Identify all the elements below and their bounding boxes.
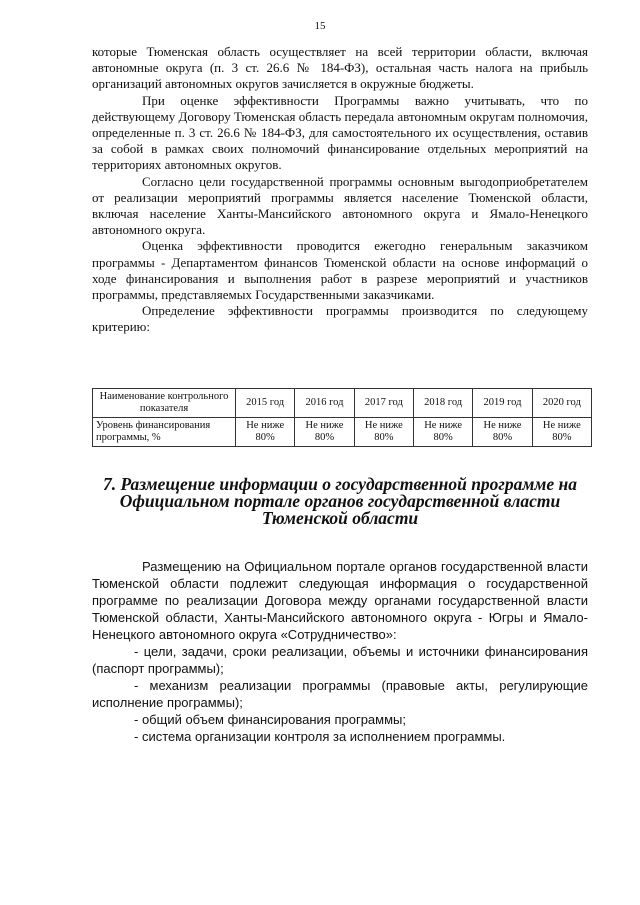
table-cell: Не ниже 80% — [473, 418, 532, 447]
section-heading: 7. Размещение информации о государственной программе на Официальном портале органов государственной власти Тюменской области — [103, 474, 577, 528]
bullet-item: - система организации контроля за исполнением программы. — [134, 729, 506, 744]
table-header-row — [93, 389, 592, 418]
body-text — [92, 44, 588, 336]
table-cell: Не ниже 80% — [532, 418, 591, 447]
table-header-year: 2018 год — [413, 389, 472, 418]
paragraph-evaluation: Оценка эффективности проводится ежегодно генеральным заказчиком программы - Департаментом финансов Тюменской области на основе информаций о ходе финансирования и выполнения работ в разрезе мероприятий и участников программы, представляемых Государственными заказчиками. — [92, 238, 588, 303]
table-cell: Не ниже 80% — [236, 418, 295, 447]
table-header-year: 2020 год — [532, 389, 591, 418]
table-cell: Не ниже 80% — [413, 418, 472, 447]
table-row-label: Уровень финансирования программы, % — [93, 418, 236, 447]
table-header-indicator: Наименование контрольного показателя — [93, 389, 236, 418]
paragraph-beneficiary: Согласно цели государственной программы основным выгодоприобретателем от реализации мероприятий программы является население Тюменской области, включая население Ханты-Мансийского автономного округа и Ямало-Ненецкого автономного округа. — [92, 173, 588, 238]
table-header-year: 2017 год — [354, 389, 413, 418]
section-body — [92, 558, 588, 745]
table-cell: Не ниже 80% — [295, 418, 354, 447]
section-intro: Размещению на Официальном портале органов государственной власти Тюменской области подлежит следующая информация о государственной программе по реализации Договора между органами государственной власти Тюменской области, Ханты-Мансийского автономного округа - Югры и Ямало-Ненецкого автономного округа «Сотрудничество»: — [92, 559, 588, 642]
paragraph-criterion: Определение эффективности программы производится по следующему критерию: — [92, 303, 588, 335]
table-cell: Не ниже 80% — [354, 418, 413, 447]
table-header-year: 2016 год — [295, 389, 354, 418]
paragraph-continuation: которые Тюменская область осуществляет на всей территории области, включая автономные округа (п. 3 ст. 26.6 № 184-ФЗ), остальная часть налога на прибыль организаций автономных округов зачисляется в окружные бюджеты. — [92, 44, 588, 92]
page-number: 15 — [314, 20, 326, 32]
bullet-item: - цели, задачи, сроки реализации, объемы и источники финансирования (паспорт программы); — [92, 644, 588, 676]
table-row — [93, 418, 592, 447]
bullet-item: - общий объем финансирования программы; — [134, 712, 406, 727]
table-header-year: 2019 год — [473, 389, 532, 418]
paragraph-efficiency-note: При оценке эффективности Программы важно учитывать, что по действующему Договору Тюменская область передала автономным округам полномочия, определенные п. 3 ст. 26.6 № 184-ФЗ, для самостоятельного их осуществления, оставив за собой в рамках своих полномочий финансирование отдельных мероприятий на территориях автономных округов. — [92, 92, 588, 173]
criteria-table — [92, 388, 592, 447]
table-header-year: 2015 год — [236, 389, 295, 418]
bullet-item: - механизм реализации программы (правовые акты, регулирующие исполнение программы); — [92, 678, 588, 710]
